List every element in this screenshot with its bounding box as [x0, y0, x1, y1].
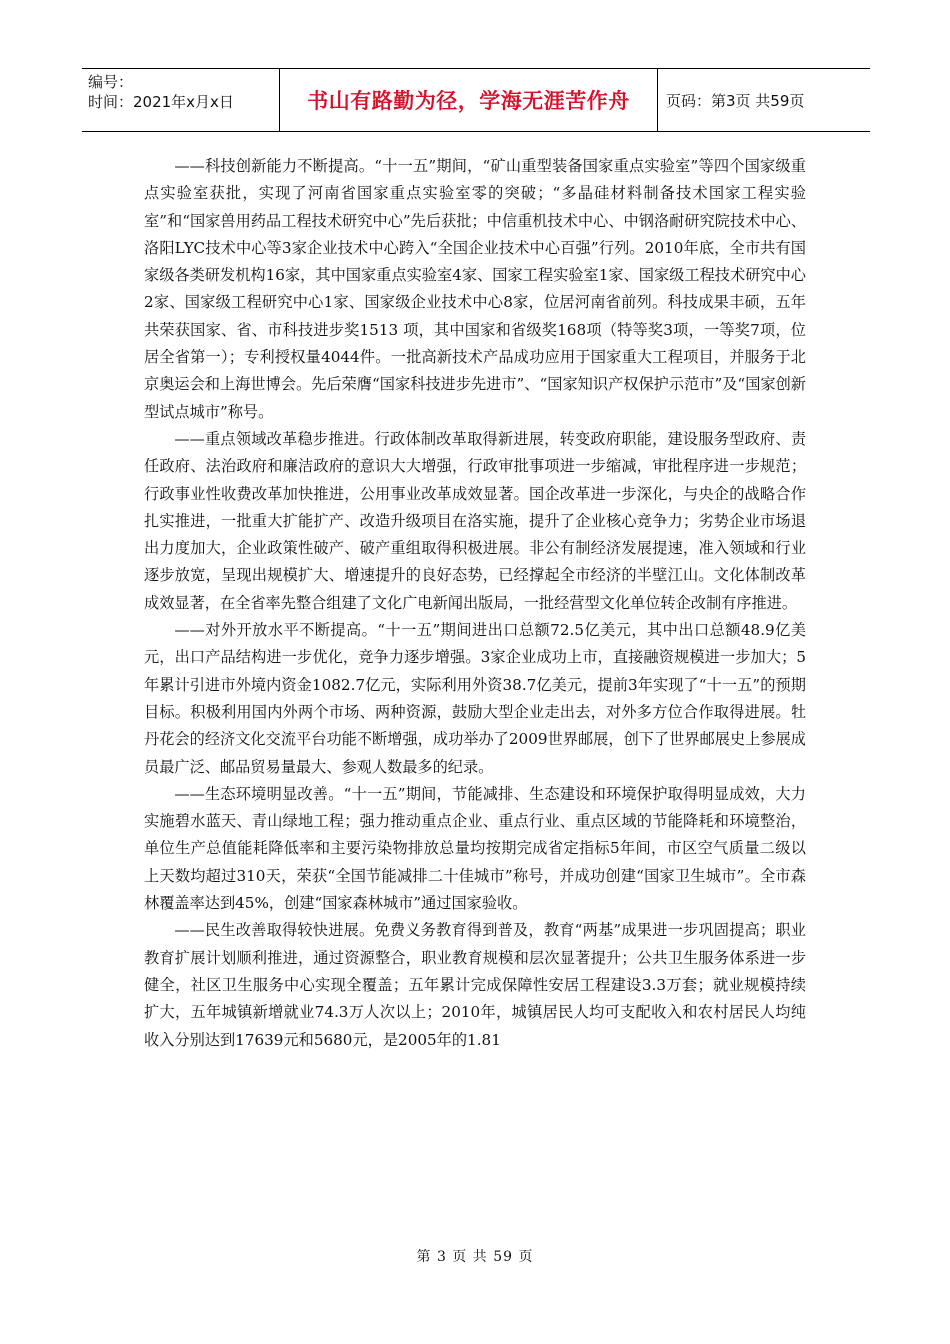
paragraph-reform: ——重点领域改革稳步推进。行政体制改革取得新进展，转变政府职能，建设服务型政府、责任政府、法治政府和廉洁政府的意识大大增强，行政审批事项进一步缩减，审批程序进一步规范；行政事业性收费改革加快推进，公用事业改革成效显著。国企改革进一步深化，与央企的战略合作扎实推进，一批重大扩能扩产、改造升级项目在洛实施，提升了企业核心竞争力；劣势企业市场退出力度加大，企业政策性破产、破产重组取得积极进展。非公有制经济发展提速，准入领域和行业逐步放宽，呈现出规模扩大、增速提升的良好态势，已经撑起全市经济的半壁江山。文化体制改革成效显著，在全省率先整合组建了文化广电新闻出版局，一批经营型文化单位转企改制有序推进。: [144, 429, 806, 612]
page-header: [82, 68, 870, 132]
header-meta: [82, 69, 280, 131]
paragraph-opening-up: ——对外开放水平不断提高。“十一五”期间进出口总额72.5亿美元，其中出口总额48.9亿美元，出口产品结构进一步优化，竞争力逐步增强。3家企业成功上市，直接融资规模进一步加大；5年累计引进市外境内资金1082.7亿元，实际利用外资38.7亿美元，提前3年实现了“十一五”的预期目标。积极利用国内外两个市场、两种资源，鼓励大型企业走出去，对外多方位合作取得进展。牡丹花会的经济文化交流平台功能不断增强，成功举办了2009世界邮展，创下了世界邮展史上参展成员最广泛、邮品贸易量最大、参观人数最多的纪录。: [144, 621, 806, 776]
header-motto: 书山有路勤为径，学海无涯苦作舟: [307, 89, 630, 113]
paragraph-ecology: ——生态环境明显改善。“十一五”期间，节能减排、生态建设和环境保护取得明显成效，大力实施碧水蓝天、青山绿地工程；强力推动重点企业、重点行业、重点区域的节能降耗和环境整治，单位生产总值能耗降低率和主要污染物排放总量均按期完成省定指标5年间，市区空气质量二级以上天数均超过310天，荣获“全国节能减排二十佳城市”称号，并成功创建“国家卫生城市”。全市森林覆盖率达到45%，创建“国家森林城市”通过国家验收。: [144, 784, 806, 913]
page-footer: 第 3 页 共 59 页: [416, 1249, 534, 1265]
document-date: 时间：2021年x月x日: [88, 93, 234, 111]
document-number-label: 编号：: [88, 73, 134, 91]
header-motto-cell: [280, 69, 658, 131]
header-page-number: 页码：第3页 共59页: [666, 91, 805, 110]
header-page-cell: [658, 69, 870, 131]
document-body: [144, 153, 806, 1054]
paragraph-livelihood: ——民生改善取得较快进展。免费义务教育得到普及，教育“两基”成果进一步巩固提高；职业教育扩展计划顺利推进，通过资源整合，职业教育规模和层次显著提升；公共卫生服务体系进一步健全，社区卫生服务中心实现全覆盖；五年累计完成保障性安居工程建设3.3万套；就业规模持续扩大，五年城镇新增就业74.3万人次以上；2010年，城镇居民人均可支配收入和农村居民人均纯收入分别达到17639元和5680元，是2005年的1.81: [144, 921, 806, 1049]
paragraph-tech-innovation: ——科技创新能力不断提高。“十一五”期间，“矿山重型装备国家重点实验室”等四个国家级重点实验室获批，实现了河南省国家重点实验室零的突破；“多晶硅材料制备技术国家工程实验室”和“国家兽用药品工程技术研究中心”先后获批；中信重机技术中心、中钢洛耐研究院技术中心、洛阳LYC技术中心等3家企业技术中心跨入“全国企业技术中心百强”行列。2010年底，全市共有国家级各类研发机构16家，其中国家重点实验室4家、国家工程实验室1家、国家级工程技术研究中心2家、国家级工程研究中心1家、国家级企业技术中心8家，位居河南省前列。科技成果丰硕，五年共荣获国家、省、市科技进步奖1513 项，其中国家和省级奖168项（特等奖3项，一等奖7项，位居全省第一）；专利授权量4044件。一批高新技术产品成功应用于国家重大工程项目，并服务于北京奥运会和上海世博会。先后荣膺“国家科技进步先进市”、“国家知识产权保护示范市”及“国家创新型试点城市”称号。: [144, 157, 806, 421]
